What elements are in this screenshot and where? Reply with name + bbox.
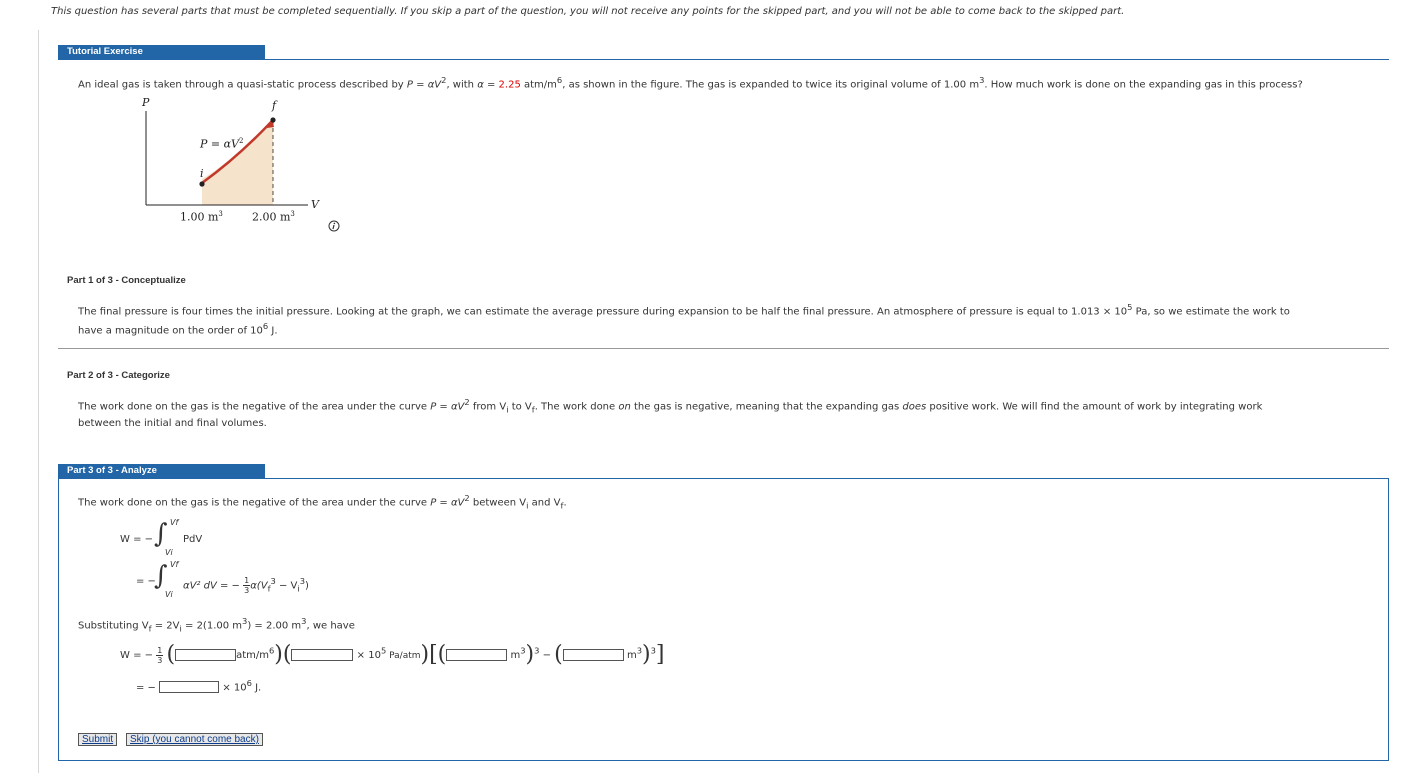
- tutorial-rule: [58, 59, 1389, 60]
- part1-text-line2: have a magnitude on the order of $10^6$ J.: [78, 321, 278, 337]
- eq1-lhs: W = −: [120, 534, 154, 545]
- alpha-value: 2.25: [498, 79, 521, 91]
- point-i-dot: [199, 181, 204, 186]
- eq1-lower-limit: Vi: [165, 548, 173, 557]
- part1-divider: [58, 348, 1389, 349]
- eq1-integral-sign: ∫: [154, 519, 168, 549]
- alpha-input[interactable]: [175, 649, 236, 661]
- point-label-i: i: [200, 167, 204, 180]
- axis-label-v: V: [311, 198, 319, 211]
- part2-text-line2: between the initial and final volumes.: [78, 418, 267, 429]
- eq2-integral-sign: ∫: [154, 561, 168, 591]
- eq2-upper-limit: Vf: [170, 560, 179, 569]
- skip-button[interactable]: Skip (you cannot come back): [126, 733, 263, 746]
- problem-statement: An ideal gas is taken through a quasi-static process described by $P = \alpha V^2$, with α = 2.25 atm/$m^6$, as shown in the figure. The gas is expanded to twice its original volume of 1.00 $m^3$. How much work is done on the expanding gas in this process?: [78, 75, 1303, 91]
- left-border: [38, 30, 39, 773]
- eq2-expression: αV² dV = − $\frac{1}{3}$ $\alpha(V_f^3 - V_i^3)$: [183, 576, 309, 595]
- final-answer-row: = − × $10^6$ J.: [136, 678, 262, 694]
- point-f-dot: [270, 117, 275, 122]
- eq1-upper-limit: Vf: [170, 518, 179, 527]
- answer-one-third: $\frac{1}{3}$: [157, 645, 163, 665]
- part1-text-line1: The final pressure is four times the initial pressure. Looking at the graph, we can estimate the average pressure during expansion to be half the final pressure. An atmosphere of pressure is equal to $1.013 \times 10^5$ Pa, so we estimate the work to: [78, 302, 1290, 318]
- part2-text-line1: The work done on the gas is the negative of the area under the curve $P = \alpha V^2$ from $V_i$ to $V_f$. The work done on the gas is negative, meaning that the expanding gas does positive work. We will find the amount of work by integrating work: [78, 397, 1263, 415]
- final-work-input[interactable]: [159, 681, 219, 693]
- pv-graph: [130, 95, 360, 230]
- part2-title: Part 2 of 3 - Categorize: [67, 370, 170, 381]
- submit-button[interactable]: Submit: [78, 733, 117, 746]
- part3-intro: The work done on the gas is the negative of the area under the curve $P = \alpha V^2$ between $V_i$ and $V_f$.: [78, 493, 567, 511]
- eq2-lower-limit: Vi: [165, 590, 173, 599]
- sequential-notice: This question has several parts that must be completed sequentially. If you skip a part of the question, you will not receive any points for the skipped part, and you will not be able to come back to the skipped part.: [51, 6, 1125, 17]
- axis-label-p: P: [142, 96, 150, 109]
- info-icon[interactable]: [328, 220, 340, 232]
- part3-tab: Part 3 of 3 - Analyze: [58, 464, 265, 478]
- pv-figure: [130, 95, 360, 230]
- vf-input[interactable]: [446, 649, 507, 661]
- curve-label: $P = \alpha V^2$: [200, 137, 244, 151]
- answer-equation-row: W = − $\frac{1}{3}$ ( atm/$m^6)( \times 10^5$ Pa/atm)[( $m^3)^3$ − ( $m^3)^3$]: [120, 642, 665, 667]
- eq2-lhs: = −: [136, 576, 156, 587]
- tick-label-1: 1.00 $m^3$: [180, 210, 223, 224]
- tick-label-2: 2.00 $m^3$: [252, 210, 295, 224]
- one-third-fraction: $\frac{1}{3}$: [244, 576, 250, 595]
- eq1-integrand: PdV: [183, 534, 203, 545]
- vi-input[interactable]: [563, 649, 624, 661]
- tutorial-exercise-tab: Tutorial Exercise: [58, 45, 265, 59]
- atm-conversion-input[interactable]: [291, 649, 353, 661]
- part1-title: Part 1 of 3 - Conceptualize: [67, 275, 186, 286]
- point-label-f: f: [272, 99, 277, 112]
- substitution-text: Substituting $V_f = 2V_i = 2(1.00$ $m^3) = 2.00$ $m^3$, we have: [78, 616, 355, 634]
